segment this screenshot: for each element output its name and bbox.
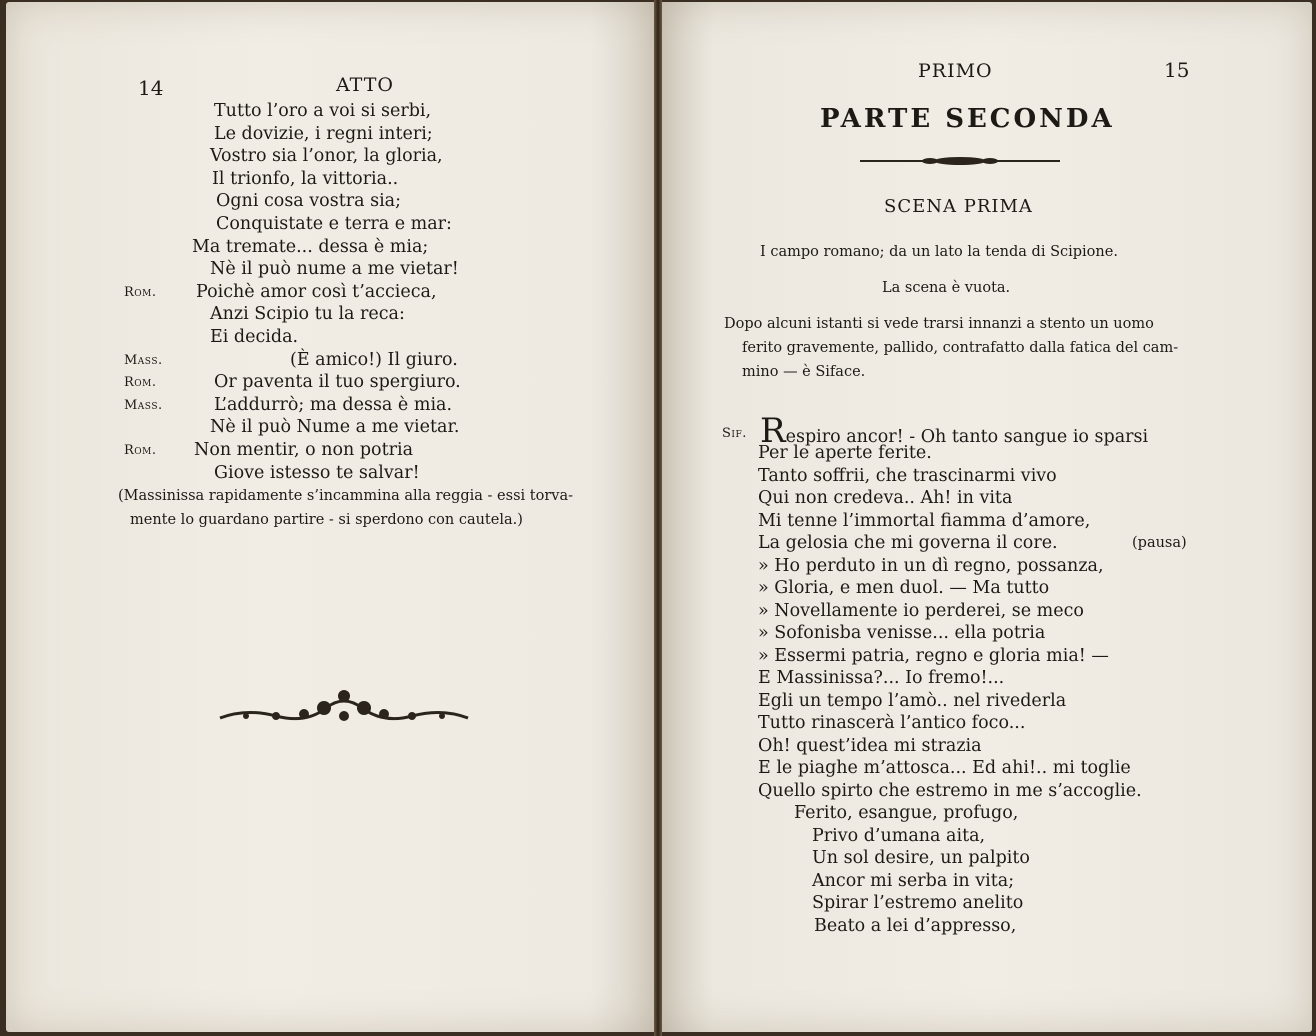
right-page-number: 15 xyxy=(1164,58,1190,82)
scene-heading: SCENA PRIMA xyxy=(884,196,1033,217)
left-verse-line: Conquistate e terra e mar: xyxy=(216,214,452,234)
drop-cap: R xyxy=(760,411,786,451)
right-page xyxy=(662,2,1312,1032)
right-stage-direction-1: Dopo alcuni istanti si vede trarsi innanzi a stento un uomo xyxy=(724,316,1154,332)
aria-verse-line: Beato a lei d’appresso, xyxy=(814,915,1017,936)
right-verse-line: » Novellamente io perderei, se meco xyxy=(758,600,1084,621)
right-running-head: PRIMO xyxy=(918,60,993,82)
right-verse-line: Qui non credeva.. Ah! in vita xyxy=(758,488,1013,508)
left-verse-line: Nè il può Nume a me vietar. xyxy=(210,417,460,438)
right-verse-line: Egli un tempo l’amò.. nel rivederla xyxy=(758,690,1067,711)
right-verse-line: » Sofonisba venisse... ella potria xyxy=(758,623,1046,643)
right-verse-line: » Essermi patria, regno e gloria mia! — xyxy=(758,645,1109,666)
floral-ornament xyxy=(216,686,472,730)
left-verse-line: (È amico!) Il giuro. xyxy=(290,349,458,370)
part-title: PARTE SECONDA xyxy=(820,104,1115,134)
left-verse-line: Ogni cosa vostra sia; xyxy=(216,191,401,212)
right-verse-line: Quello spirto che estremo in me s’accoglie. xyxy=(758,780,1142,801)
scene-setting: I campo romano; da un lato la tenda di Scipione. xyxy=(760,244,1118,260)
aria-verse-line: Privo d’umana aita, xyxy=(812,825,986,846)
right-verse-line: Tanto soffrii, che trascinarmi vivo xyxy=(758,465,1057,486)
right-verse-line: E Massinissa?... Io fremo!... xyxy=(758,668,1005,688)
right-verse-line: » Gloria, e men duol. — Ma tutto xyxy=(758,578,1050,598)
right-verse-line: Tutto rinascerà l’antico foco... xyxy=(758,713,1026,733)
left-speaker-label: Rom. xyxy=(124,375,157,391)
left-speaker-label: Mass. xyxy=(124,397,163,413)
left-verse-line: L’addurrò; ma dessa è mia. xyxy=(214,394,453,415)
left-verse-line: Le dovizie, i regni interi; xyxy=(214,123,433,144)
aria-verse-line: Ancor mi serba in vita; xyxy=(812,870,1015,891)
left-page-number: 14 xyxy=(138,76,164,100)
left-running-head: ATTO xyxy=(336,74,394,96)
left-speaker-label: Rom. xyxy=(124,284,157,300)
right-verse-line: La gelosia che mi governa il core. xyxy=(758,533,1058,553)
left-speaker-label: Rom. xyxy=(124,443,157,458)
left-verse-line: Poichè amor così t’accieca, xyxy=(196,281,437,302)
left-verse-line: Giove istesso te salvar! xyxy=(214,462,420,483)
left-verse-line: Ei decida. xyxy=(210,327,299,347)
left-verse-line: Ma tremate... dessa è mia; xyxy=(192,236,429,257)
book-gutter xyxy=(654,0,662,1036)
first-line-rest: espiro ancor! - Oh tanto sangue io sparsi xyxy=(785,427,1149,447)
right-verse-line: Oh! quest’idea mi strazia xyxy=(758,735,982,756)
left-stage-direction-2: mente lo guardano partire - si sperdono con cautela.) xyxy=(130,512,523,528)
left-verse-line: Or paventa il tuo spergiuro. xyxy=(214,372,461,393)
right-verse-line: Mi tenne l’immortal fiamma d’amore, xyxy=(758,510,1091,531)
left-verse-line: Il trionfo, la vittoria.. xyxy=(212,168,399,189)
right-stage-direction-3: mino — è Siface. xyxy=(742,364,866,380)
left-verse-line: Vostro sia l’onor, la gloria, xyxy=(210,146,443,167)
aria-verse-line: Un sol desire, un palpito xyxy=(812,848,1030,868)
pausa-direction: (pausa) xyxy=(1132,535,1187,551)
aria-verse-line: Spirar l’estremo anelito xyxy=(812,893,1024,913)
left-stage-direction-1: (Massinissa rapidamente s’incammina alla reggia - essi torva- xyxy=(118,488,573,504)
left-verse-line: Anzi Scipio tu la reca: xyxy=(210,304,405,325)
scene-setting-empty: La scena è vuota. xyxy=(882,280,1011,296)
left-verse-line: Non mentir, o non potria xyxy=(194,440,414,460)
right-verse-line: Per le aperte ferite. xyxy=(758,443,932,463)
right-stage-direction-2: ferito gravemente, pallido, contrafatto dalla fatica del cam- xyxy=(742,340,1179,356)
rule-ornament xyxy=(858,154,1062,168)
speaker-label: Sif. xyxy=(722,426,747,441)
left-page xyxy=(6,2,654,1032)
right-verse-line: E le piaghe m’attosca... Ed ahi!.. mi toglie xyxy=(758,758,1131,778)
aria-verse-line: Ferito, esangue, profugo, xyxy=(794,803,1019,823)
left-verse-line: Tutto l’oro a voi si serbi, xyxy=(214,101,432,121)
right-verse-line: » Ho perduto in un dì regno, possanza, xyxy=(758,555,1104,576)
left-verse-line: Nè il può nume a me vietar! xyxy=(210,259,459,280)
left-speaker-label: Mass. xyxy=(124,352,163,368)
